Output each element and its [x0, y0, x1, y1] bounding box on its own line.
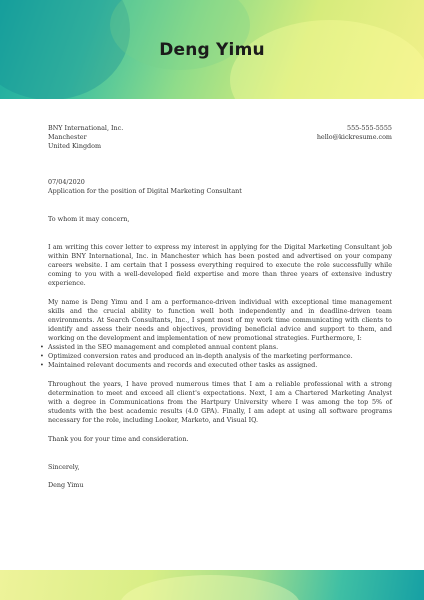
- paragraph-experience: My name is Deng Yimu and I am a performance-driven individual with exceptional time management skills and the crucial ability to function well both independently and in deadline-driven team environments. At Search Consultants, Inc., I spent most of my work time communicating with clients to identify and assess their needs and objectives, providing beneficial advice and support to them, and working on the development and implementation of new promotional strategies. Furthermore, I:: [48, 298, 392, 342]
- list-item: • Assisted in the SEO management and completed annual content plans.: [40, 343, 279, 351]
- achievement-list: [40, 343, 392, 370]
- paragraph-intro: I am writing this cover letter to express my interest in applying for the Digital Marketing Consultant job within BNY International, Inc. in Manchester which has been posted and advertised on your company careers website. I am certain that I possess everything required to execute the role successfully while coming to you with a well-developed field expertise and more than three years of extensive industry experience.: [48, 243, 392, 287]
- applicant-name: Deng Yimu: [159, 40, 265, 60]
- letter-date: 07/04/2020: [48, 178, 85, 186]
- list-item: • Maintained relevant documents and records and executed other tasks as assigned.: [40, 361, 318, 369]
- closing-line: Thank you for your time and consideration.: [48, 435, 189, 443]
- letter-subject: Application for the position of Digital Marketing Consultant: [48, 187, 242, 195]
- signature: Deng Yimu: [48, 481, 84, 489]
- contact-info: [317, 124, 392, 142]
- signoff: Sincerely,: [48, 463, 80, 471]
- paragraph-qualifications: Throughout the years, I have proved numerous times that I am a reliable professional with a strong determination to meet and exceed all client's expectations. Next, I am a Chartered Marketing Analyst with a degree in Communications from the Hartpury University where I was among the top 5% of students with the best academic results (4.0 GPA). Finally, I am adept at using all software programs necessary for the role, including Looker, Marketo, and Visual IQ.: [48, 380, 392, 424]
- email-address: hello@kickresume.com: [316, 133, 392, 141]
- phone-number: 555-555-5555: [347, 124, 392, 132]
- sender-address-line: United Kingdom: [48, 142, 102, 150]
- footer-decoration: [120, 575, 300, 600]
- sender-address-line: BNY International, Inc.: [48, 124, 124, 132]
- letter-body: [40, 178, 392, 490]
- sender-address-line: Manchester: [48, 133, 87, 141]
- sender-address: [48, 124, 123, 151]
- list-item: • Optimized conversion rates and produced an in-depth analysis of the marketing performance.: [40, 352, 353, 360]
- header-banner: [0, 0, 424, 99]
- salutation: To whom it may concern,: [48, 215, 130, 223]
- footer-banner: [0, 570, 424, 600]
